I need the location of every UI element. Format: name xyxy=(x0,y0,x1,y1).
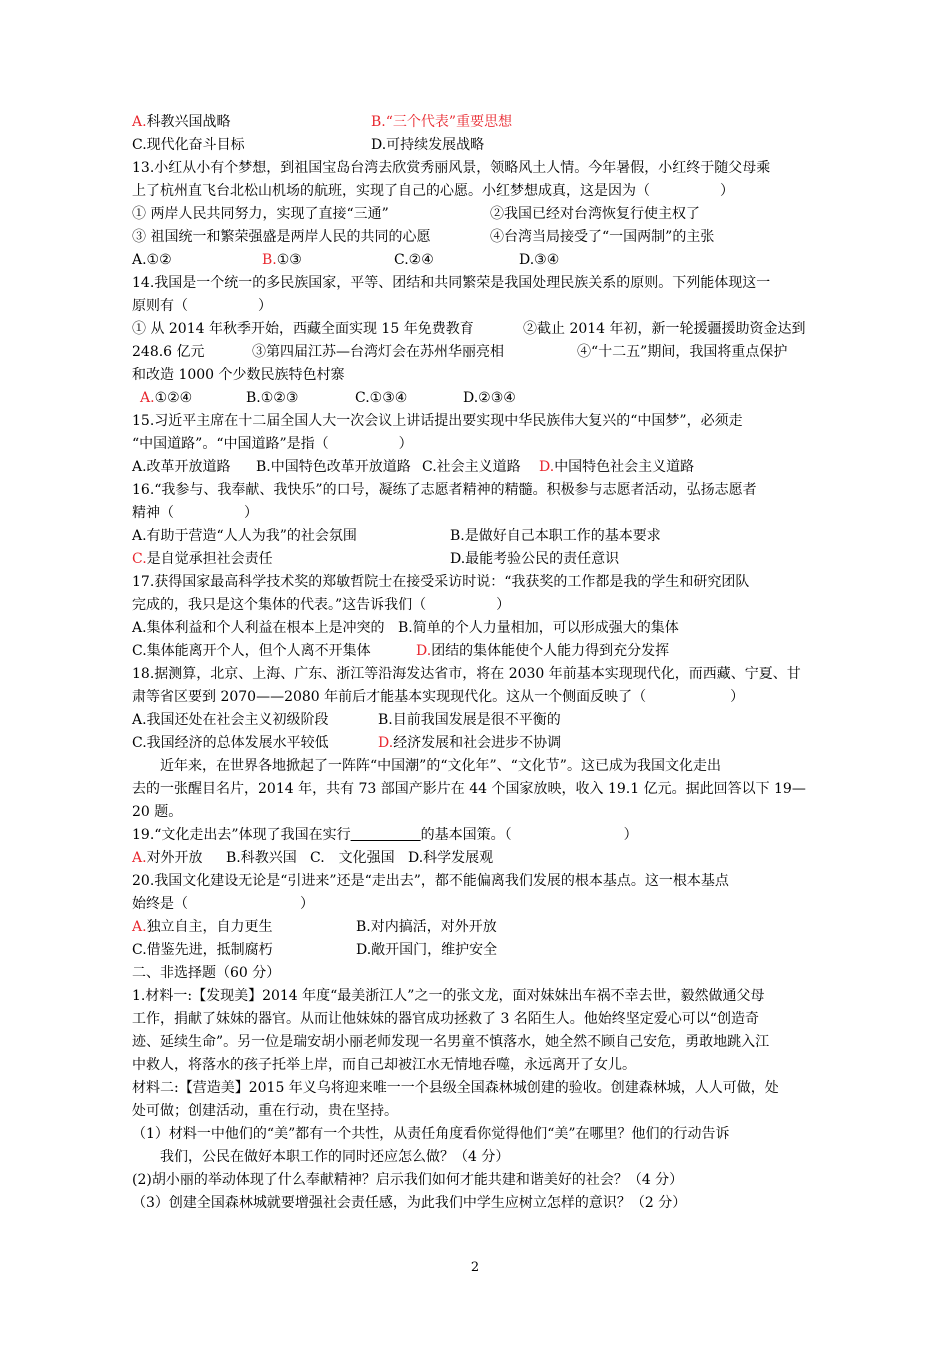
passage-line2: 去的一张醒目名片，2014 年，共有 73 部国产影片在 44 个国家放映，收入 19.1 亿元。据此回答以下 19— xyxy=(132,781,806,797)
q16-options-row1 xyxy=(132,525,822,548)
q14-option-d: D.②③④ xyxy=(463,390,516,406)
q14-statement-3: ③第四届江苏—台湾灯会在苏州华丽亮相 xyxy=(252,344,504,360)
q13-statement-1: ① 两岸人民共同努力，实现了直接“三通” xyxy=(132,206,389,222)
q16-options-row2 xyxy=(132,548,822,571)
q14-option-b: B.①②③ xyxy=(246,390,299,406)
q20-option-b: B.对内搞活，对外开放 xyxy=(356,919,497,935)
q14-options xyxy=(132,387,822,410)
q14-stem-line1: 14.我国是一个统一的多民族国家，平等、团结和共同繁荣是我国处理民族关系的原则。下列能体现这一 xyxy=(132,275,771,291)
q13-stem-line2: 上了杭州直飞台北松山机场的航班，实现了自己的心愿。小红梦想成真，这是因为（ ） xyxy=(132,183,734,199)
q15-option-a: A.改革开放道路 xyxy=(132,459,231,475)
material2-line2: 处可做；创建活动，重在行动，贵在坚持。 xyxy=(132,1103,398,1119)
q13-option-b: B.①③ xyxy=(262,252,302,268)
q19-options xyxy=(132,847,822,870)
q19-option-d: D.科学发展观 xyxy=(408,850,494,866)
q18-options-row2 xyxy=(132,732,822,755)
q14-statement-4-cont: 和改造 1000 个少数民族特色村寨 xyxy=(132,367,345,383)
q13-statement-4: ④台湾当局接受了“一国两制”的主张 xyxy=(490,229,715,245)
q20-stem-line1: 20.我国文化建设无论是“引进来”还是“走出去”，都不能偏离我们发展的根本基点。这一根本基点 xyxy=(132,873,729,889)
q13-option-d: D.③④ xyxy=(519,252,560,268)
q18-options-row1 xyxy=(132,709,822,732)
material2-line1: 材料二:【营造美】2015 年义乌将迎来唯一一个县级全国森林城创建的验收。创建森林城，人人可做，处 xyxy=(132,1080,779,1096)
material1-line2: 工作，捐献了妹妹的器官。从而让他妹妹的器官成功拯救了 3 名陌生人。他始终坚定爱心可以“创造奇 xyxy=(132,1011,759,1027)
q12-option-c: C.现代化奋斗目标 xyxy=(132,137,245,153)
q19-blank xyxy=(351,827,421,843)
material1-line3: 迹、延续生命”。另一位是瑞安胡小丽老师发现一名男童不慎落水，她全然不顾自己安危，勇敢地跳入江 xyxy=(132,1034,770,1050)
q12-options-row2 xyxy=(132,134,822,157)
passage-line3: 20 题。 xyxy=(132,804,183,820)
q14-statement-2: ②截止 2014 年初，新一轮援疆援助资金达到 xyxy=(523,321,806,337)
q16-option-c: C.是自觉承担社会责任 xyxy=(132,551,273,567)
q20-option-d: D.敞开国门，维护安全 xyxy=(356,942,498,958)
q14-stem-line2: 原则有（ ） xyxy=(132,298,272,314)
q14-option-a: A.①②④ xyxy=(140,390,193,406)
q18-option-c: C.我国经济的总体发展水平较低 xyxy=(132,735,329,751)
q15-option-b: B.中国特色改革开放道路 xyxy=(256,459,411,475)
q17-option-b: B.简单的个人力量相加，可以形成强大的集体 xyxy=(398,620,679,636)
q14-statements-row1 xyxy=(132,318,822,341)
q16-stem-line2: 精神（ ） xyxy=(132,505,258,521)
q13-statement-2: ②我国已经对台湾恢复行使主权了 xyxy=(490,206,700,222)
q17-options-row1 xyxy=(132,617,822,640)
part2: (2)胡小丽的举动体现了什么奉献精神？启示我们如何才能共建和谐美好的社会？（4 分） xyxy=(132,1172,684,1188)
q20-options-row2 xyxy=(132,939,822,962)
q20-option-c: C.借鉴先进，抵制腐朽 xyxy=(132,942,273,958)
q12-options-row1 xyxy=(132,111,822,134)
part1-line2: 我们，公民在做好本职工作的同时还应怎么做？（4 分） xyxy=(160,1149,510,1165)
q13-option-c: C.②④ xyxy=(394,252,434,268)
q17-stem-line2: 完成的，我只是这个集体的代表。”这告诉我们（ ） xyxy=(132,597,511,613)
q15-options xyxy=(132,456,822,479)
q14-statement-4: ④“十二五”期间，我国将重点保护 xyxy=(577,344,788,360)
q19-option-c: C. 文化强国 xyxy=(310,850,395,866)
material1-line4: 中救人，将落水的孩子托举上岸，而自己却被江水无情地吞噬，永远离开了女儿。 xyxy=(132,1057,636,1073)
q13-options xyxy=(132,249,822,272)
q12-option-d: D.可持续发展战略 xyxy=(371,137,485,153)
exam-page xyxy=(132,111,822,1215)
q16-option-a: A.有助于营造“人人为我”的社会氛围 xyxy=(132,528,357,544)
q19-option-a: A.对外开放 xyxy=(132,850,203,866)
q17-option-c: C.集体能离开个人，但个人离不开集体 xyxy=(132,643,371,659)
q20-option-a: A.独立自主，自力更生 xyxy=(132,919,273,935)
q18-option-b: B.目前我国发展是很不平衡的 xyxy=(378,712,561,728)
q14-statements-row2 xyxy=(132,341,822,364)
page-number: 2 xyxy=(470,1260,480,1275)
passage-line1: 近年来，在世界各地掀起了一阵阵“中国潮”的“文化年”、“文化节”。这已成为我国文化走出 xyxy=(160,758,721,774)
q13-option-a: A.①② xyxy=(132,252,172,268)
q18-option-a: A.我国还处在社会主义初级阶段 xyxy=(132,712,329,728)
q19-option-b: B.科教兴国 xyxy=(226,850,297,866)
q16-stem-line1: 16.“我参与、我奉献、我快乐”的口号，凝练了志愿者精神的精髓。积极参与志愿者活动，弘扬志愿者 xyxy=(132,482,757,498)
q15-stem-line2: “中国道路”。“中国道路”是指（ ） xyxy=(132,436,413,452)
q17-option-d: D.团结的集体能使个人能力得到充分发挥 xyxy=(416,643,670,659)
q12-option-a: A.科教兴国战略 xyxy=(132,114,231,130)
q13-statements-row1 xyxy=(132,203,822,226)
q19-stem: 19.“文化走出去”体现了我国在实行 的基本国策。（ ） xyxy=(132,827,638,843)
q20-stem-line2: 始终是（ ） xyxy=(132,896,314,912)
q13-statements-row2 xyxy=(132,226,822,249)
q17-option-a: A.集体利益和个人利益在根本上是冲突的 xyxy=(132,620,385,636)
section2-heading: 二、非选择题（60 分） xyxy=(132,965,281,981)
q18-stem-line2: 肃等省区要到 2070——2080 年前后才能基本实现现代化。这从一个侧面反映了（ ） xyxy=(132,689,745,705)
q20-options-row1 xyxy=(132,916,822,939)
part1-line1: （1）材料一中他们的“美”都有一个共性，从责任角度看你觉得他们“美”在哪里？他们的行动告诉 xyxy=(132,1126,730,1142)
q15-option-c: C.社会主义道路 xyxy=(422,459,521,475)
q13-stem-line1: 13.小红从小有个梦想，到祖国宝岛台湾去欣赏秀丽风景，领略风土人情。今年暑假，小红终于随父母乘 xyxy=(132,160,771,176)
q15-stem-line1: 15.习近平主席在十二届全国人大一次会议上讲话提出要实现中华民族伟大复兴的“中国梦”，必须走 xyxy=(132,413,743,429)
q16-option-d: D.最能考验公民的责任意识 xyxy=(450,551,620,567)
q14-statement-1: ① 从 2014 年秋季开始，西藏全面实现 15 年免费教育 xyxy=(132,321,474,337)
q14-statement-2-cont: 248.6 亿元 xyxy=(132,344,205,360)
q18-option-d: D.经济发展和社会进步不协调 xyxy=(378,735,562,751)
q17-stem-line1: 17.获得国家最高科学技术奖的郑敏哲院士在接受采访时说：“我获奖的工作都是我的学生和研究团队 xyxy=(132,574,750,590)
q13-statement-3: ③ 祖国统一和繁荣强盛是两岸人民的共同的心愿 xyxy=(132,229,431,245)
material1-line1: 1.材料一:【发现美】2014 年度“最美浙江人”之一的张文龙，面对妹妹出车祸不幸去世，毅然做通父母 xyxy=(132,988,765,1004)
q17-options-row2 xyxy=(132,640,822,663)
q12-option-b: B.“三个代表”重要思想 xyxy=(371,114,513,130)
q14-option-c: C.①③④ xyxy=(355,390,408,406)
q18-stem-line1: 18.据测算，北京、上海、广东、浙江等沿海发达省市，将在 2030 年前基本实现现代化，而西藏、宁夏、甘 xyxy=(132,666,801,682)
q16-option-b: B.是做好自己本职工作的基本要求 xyxy=(450,528,661,544)
q15-option-d: D.中国特色社会主义道路 xyxy=(539,459,695,475)
part3: （3）创建全国森林城就要增强社会责任感，为此我们中学生应树立怎样的意识？（2 分） xyxy=(132,1195,687,1211)
